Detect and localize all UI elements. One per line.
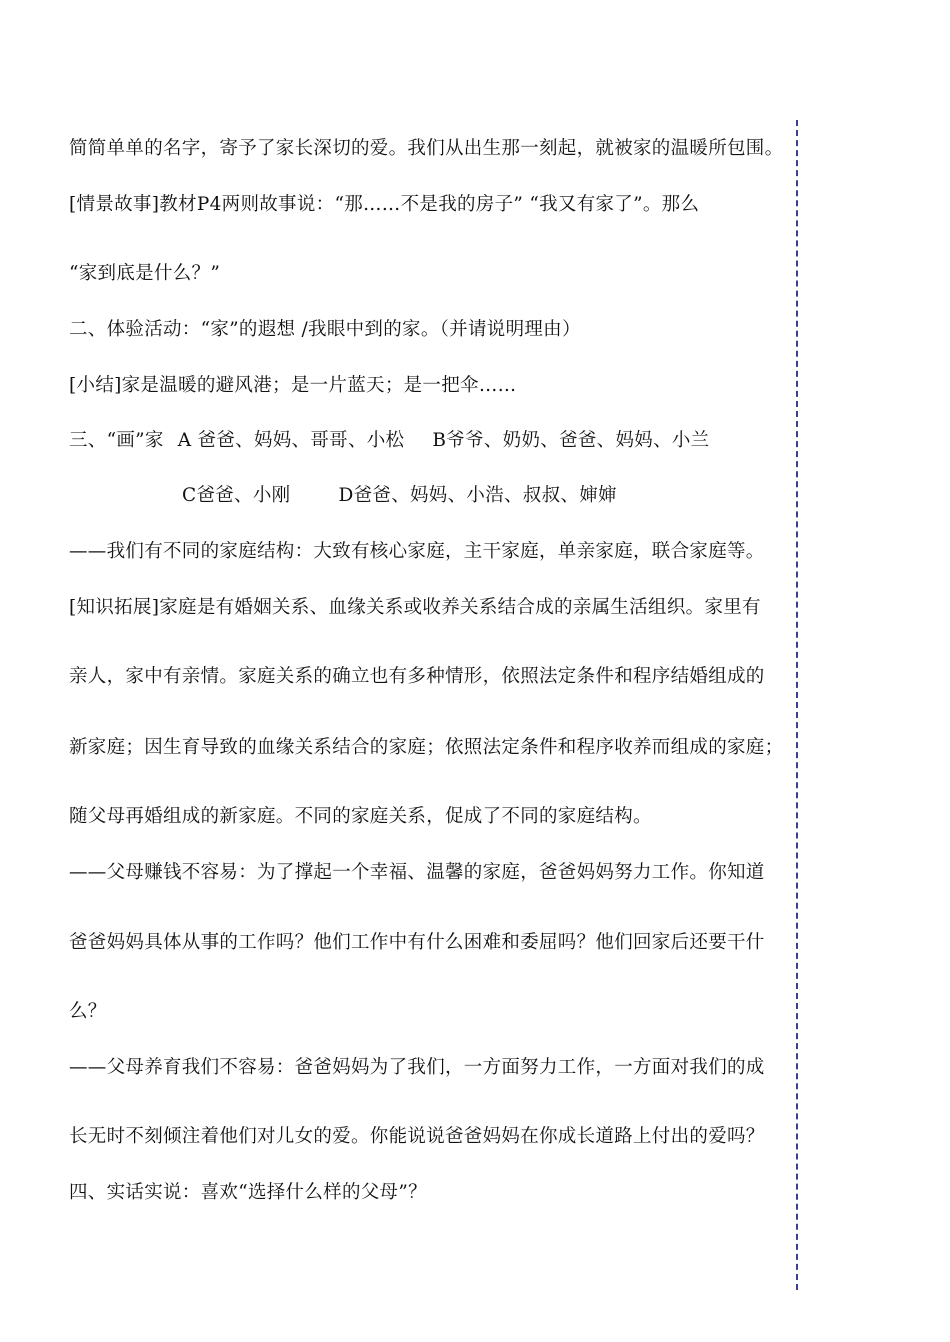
text-line-work-3: 么？ xyxy=(69,1001,107,1022)
text-line-knowledge-2: 亲人，家中有亲情。家庭关系的确立也有多种情形，依照法定条件和程序结婚组成的 xyxy=(69,666,765,687)
text-line-raise-2: 长无时不刻倾注着他们对儿女的爱。你能说说爸爸妈妈在你成长道路上付出的爱吗？ xyxy=(69,1126,765,1147)
text-line-activity: 二、体验活动：“家”的遐想 /我眼中到的家。（并请说明理由） xyxy=(69,319,581,340)
family-option-a: A 爸爸、妈妈、哥哥、小松 xyxy=(177,430,405,451)
text-line-summary: [小结]家是温暖的避风港；是一片蓝天；是一把伞…… xyxy=(69,375,517,396)
family-option-d: D爸爸、妈妈、小浩、叔叔、婶婶 xyxy=(338,485,617,506)
text-line-question: “家到底是什么？” xyxy=(69,263,221,284)
margin-dashed-rule xyxy=(796,120,798,1290)
text-line-raise-1: ——父母养育我们不容易：爸爸妈妈为了我们，一方面努力工作，一方面对我们的成 xyxy=(69,1057,765,1078)
text-line-knowledge-3: 新家庭；因生育导致的血缘关系结合的家庭；依照法定条件和程序收养而组成的家庭； xyxy=(69,737,784,758)
text-line-draw-family xyxy=(69,429,709,453)
text-line-truth-talk: 四、实话实说：喜欢“选择什么样的父母”？ xyxy=(69,1182,427,1203)
text-line-draw-family-2 xyxy=(182,484,617,508)
text-line-knowledge-4: 随父母再婚组成的新家庭。不同的家庭关系，促成了不同的家庭结构。 xyxy=(69,806,652,827)
text-line-story: [情景故事]教材P4两则故事说：“那……不是我的房子” “我又有家了”。那么 xyxy=(69,194,700,215)
text-line-name-love: 简简单单的名字，寄予了家长深切的爱。我们从出生那一刻起，就被家的温暖所包围。 xyxy=(69,138,784,159)
draw-family-heading: 三、“画”家 xyxy=(69,430,164,451)
text-line-structure: ——我们有不同的家庭结构：大致有核心家庭，主干家庭，单亲家庭，联合家庭等。 xyxy=(69,541,765,562)
text-line-work-2: 爸爸妈妈具体从事的工作吗？他们工作中有什么困难和委屈吗？他们回家后还要干什 xyxy=(69,932,765,953)
family-option-b: B爷爷、奶奶、爸爸、妈妈、小兰 xyxy=(432,430,710,451)
text-line-work-1: ——父母赚钱不容易：为了撑起一个幸福、温馨的家庭，爸爸妈妈努力工作。你知道 xyxy=(69,862,765,883)
family-option-c: C爸爸、小刚 xyxy=(182,485,291,506)
text-line-knowledge-1: [知识拓展]家庭是有婚姻关系、血缘关系或收养关系结合成的亲属生活组织。家里有 xyxy=(69,597,761,618)
